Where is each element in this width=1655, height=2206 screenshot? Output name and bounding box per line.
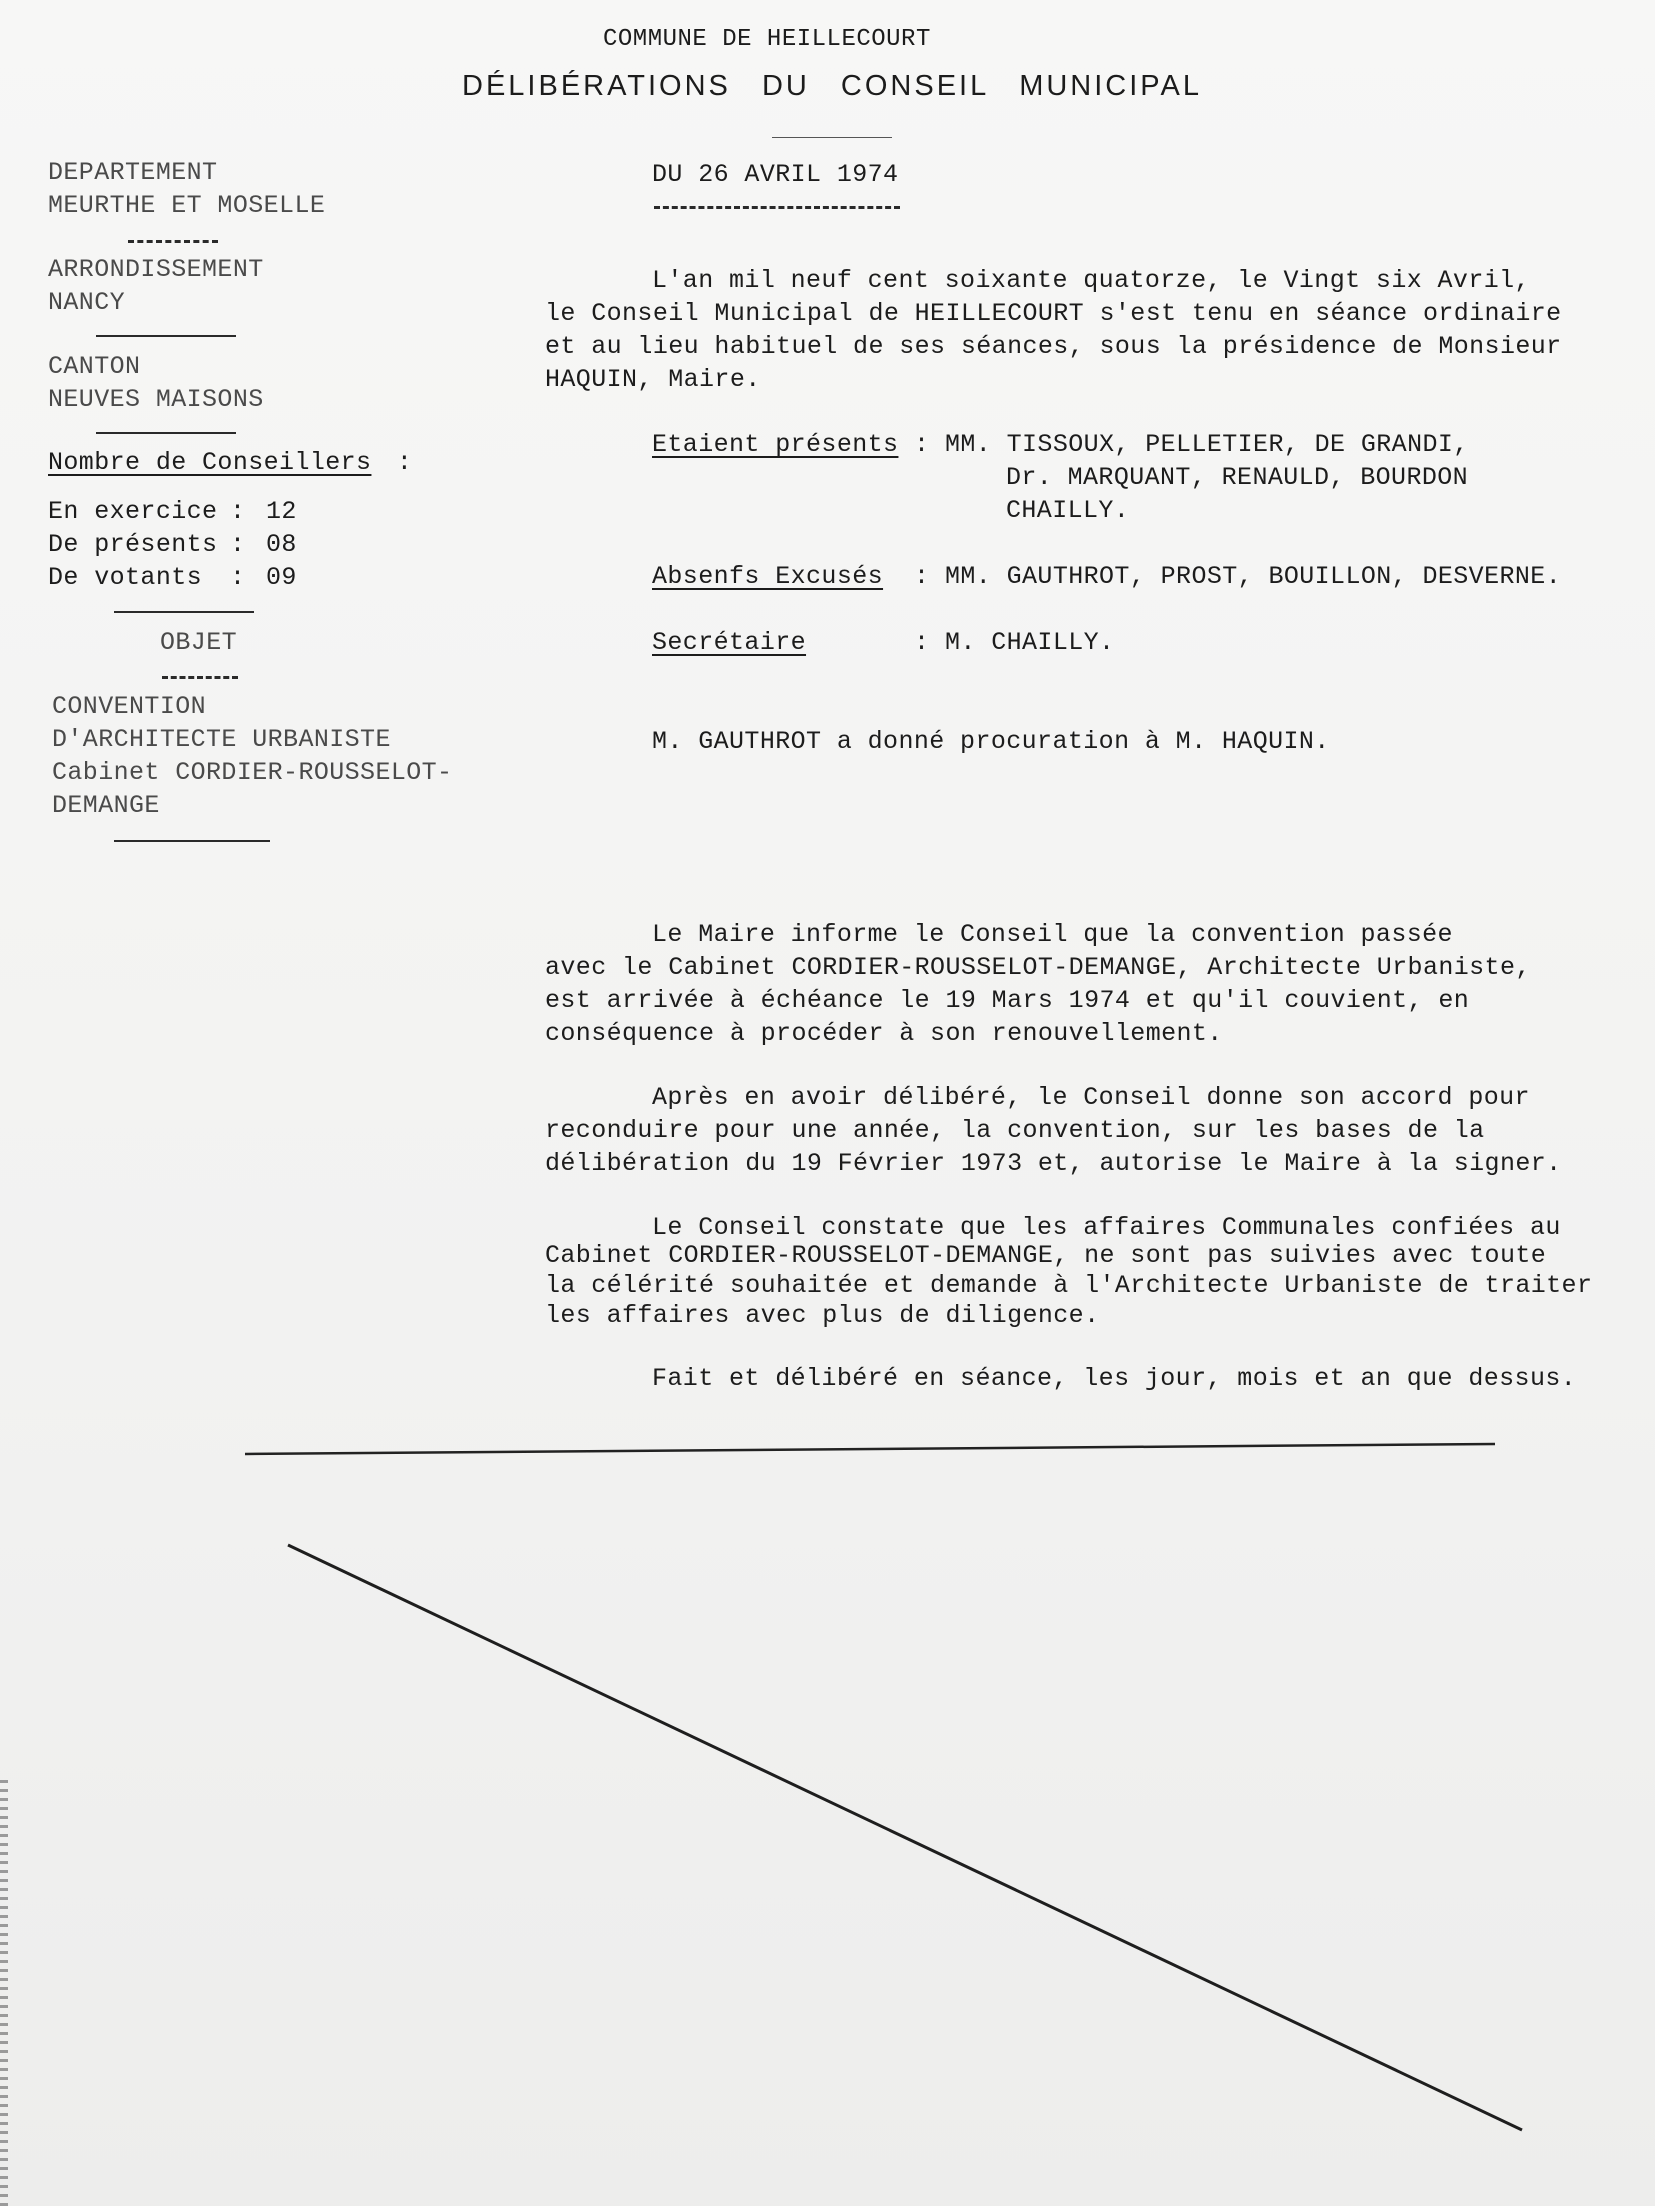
page-title: DÉLIBÉRATIONS DU CONSEIL MUNICIPAL [462, 70, 1202, 102]
commune-heading: COMMUNE DE HEILLECOURT [603, 26, 931, 53]
paragraph-line: Le Conseil constate que les affaires Communales confiées au [652, 1213, 1561, 1242]
count-value: 08 [266, 530, 297, 559]
binding-perforation [0, 1780, 8, 2206]
presents-line: MM. TISSOUX, PELLETIER, DE GRANDI, [945, 430, 1469, 459]
count-row: En exercice : 12 [48, 497, 297, 526]
objet-line: CONVENTION [52, 692, 207, 721]
count-label: De présents [48, 530, 218, 559]
strike-through-line [288, 1545, 1522, 2130]
conseillers-heading-text: Nombre de Conseillers [48, 448, 372, 477]
count-row: De votants : 09 [48, 563, 297, 592]
count-value: 12 [266, 497, 297, 526]
departement-label: DEPARTEMENT [48, 158, 218, 187]
intro-line: HAQUIN, Maire. [545, 365, 761, 394]
presents-label: Etaient présents [652, 430, 899, 459]
count-label: En exercice [48, 497, 218, 526]
presents-line: Dr. MARQUANT, RENAULD, BOURDON [1006, 463, 1469, 492]
intro-line: et au lieu habituel de ses séances, sous la présidence de Monsieur [545, 332, 1562, 361]
closing-rule [245, 1444, 1495, 1454]
paragraph-line: Après en avoir délibéré, le Conseil donne son accord pour [652, 1083, 1530, 1112]
intro-line: le Conseil Municipal de HEILLECOURT s'est tenu en séance ordinaire [545, 299, 1562, 328]
absents-label: Absenfs Excusés [652, 562, 884, 591]
secretaire-value: M. CHAILLY. [945, 628, 1115, 657]
count-label: De votants [48, 563, 203, 592]
presents-colon: : [914, 430, 930, 459]
paragraph-line: est arrivée à échéance le 19 Mars 1974 et qu'il couvient, en [545, 986, 1470, 1015]
conseillers-colon: : [396, 448, 413, 477]
count-value: 09 [266, 563, 297, 592]
paragraph-line: délibération du 19 Février 1973 et, autorise le Maire à la signer. [545, 1149, 1562, 1178]
canton-label: CANTON [48, 352, 141, 381]
paragraph-line: avec le Cabinet CORDIER-ROUSSELOT-DEMANGE, Architecte Urbaniste, [545, 953, 1531, 982]
procuration-note: M. GAUTHROT a donné procuration à M. HAQUIN. [652, 727, 1330, 756]
departement-value: MEURTHE ET MOSELLE [48, 191, 326, 220]
count-row: De présents : 08 [48, 530, 297, 559]
paragraph-line: conséquence à procéder à son renouvellement. [545, 1019, 1223, 1048]
arrondissement-value: NANCY [48, 288, 126, 317]
secretaire-label: Secrétaire [652, 628, 807, 657]
closing-line: Fait et délibéré en séance, les jour, mois et an que dessus. [652, 1364, 1577, 1393]
paragraph-line: les affaires avec plus de diligence. [545, 1301, 1100, 1330]
objet-line: Cabinet CORDIER-ROUSSELOT- [52, 758, 453, 787]
intro-line: L'an mil neuf cent soixante quatorze, le Vingt six Avril, [652, 266, 1530, 295]
arrondissement-label: ARRONDISSEMENT [48, 255, 264, 284]
absents-value: MM. GAUTHROT, PROST, BOUILLON, DESVERNE. [945, 562, 1562, 591]
objet-line: DEMANGE [52, 791, 160, 820]
paragraph-line: la célérité souhaitée et demande à l'Architecte Urbaniste de traiter [545, 1271, 1593, 1300]
objet-label: OBJET [160, 628, 238, 657]
paragraph-line: reconduire pour une année, la convention, sur les bases de la [545, 1116, 1485, 1145]
objet-line: D'ARCHITECTE URBANISTE [52, 725, 391, 754]
secretaire-colon: : [914, 628, 930, 657]
paragraph-line: Cabinet CORDIER-ROUSSELOT-DEMANGE, ne sont pas suivies avec toute [545, 1241, 1547, 1270]
paragraph-line: Le Maire informe le Conseil que la convention passée [652, 920, 1453, 949]
session-date: DU 26 AVRIL 1974 [652, 160, 899, 189]
canton-value: NEUVES MAISONS [48, 385, 264, 414]
absents-colon: : [914, 562, 930, 591]
presents-line: CHAILLY. [1006, 496, 1130, 525]
